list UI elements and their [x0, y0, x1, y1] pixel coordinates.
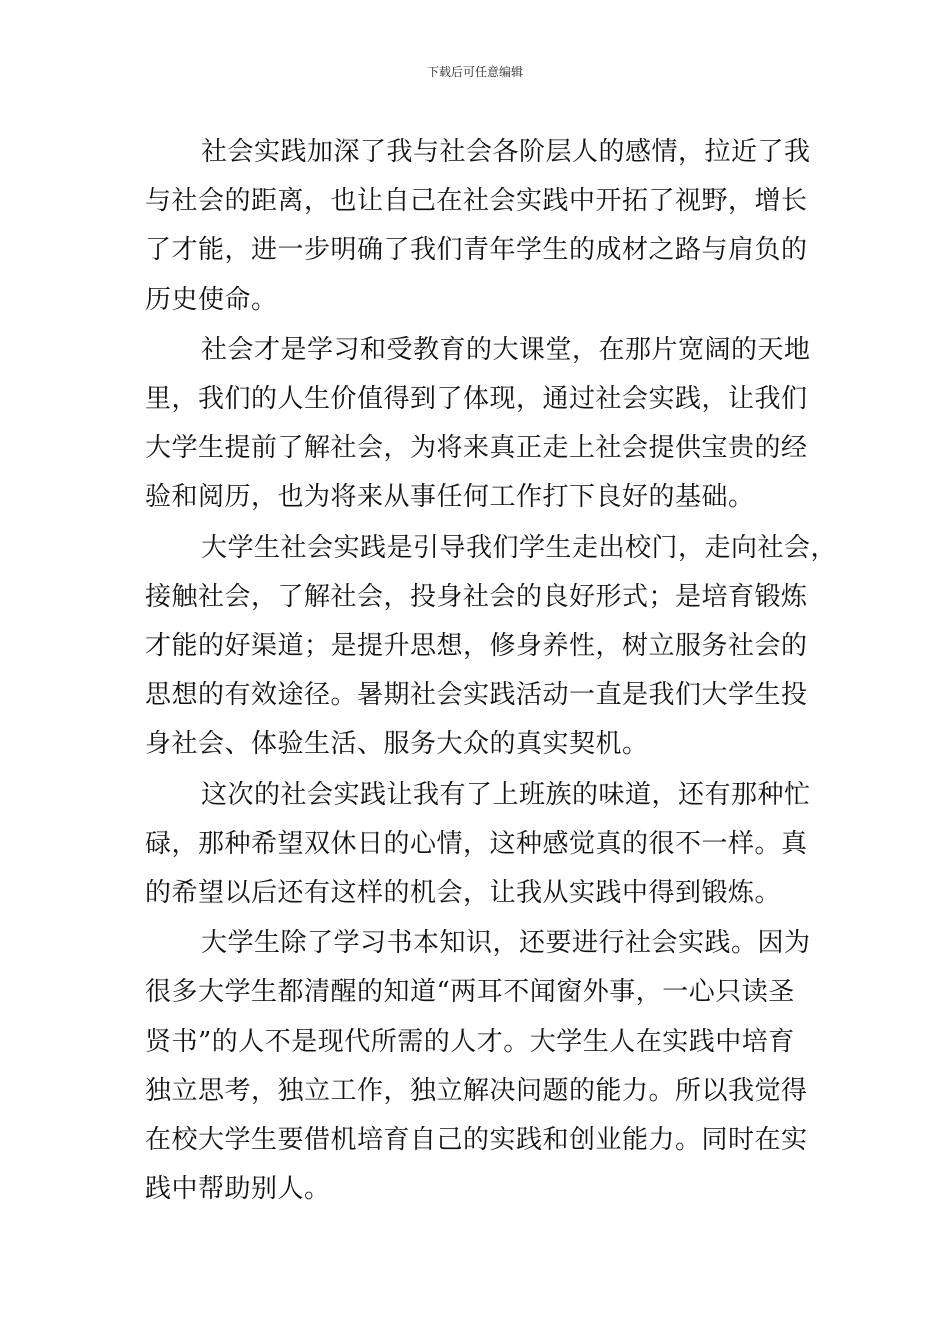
paragraph-line: 大学生除了学习书本知识，还要进行社会实践。因为	[201, 928, 811, 959]
paragraph-line: 与社会的距离，也让自己在社会实践中开拓了视野，增长	[145, 186, 808, 217]
paragraph-line: 历史使命。	[145, 284, 278, 315]
paragraph-2	[145, 326, 821, 523]
paragraph-line: 很多大学生都清醒的知道“两耳不闻窗外事，一心只读圣	[145, 977, 795, 1008]
paragraph-line: 在校大学生要借机培育自己的实践和创业能力。同时在实	[145, 1125, 808, 1156]
paragraph-line: 大学生提前了解社会，为将来真正走上社会提供宝贵的经	[145, 433, 808, 464]
paragraph-line: 的希望以后还有这样的机会，让我从实践中得到锻炼。	[145, 878, 782, 909]
paragraph-line: 接触社会，了解社会，投身社会的良好形式；是培育锻炼	[145, 581, 808, 612]
paragraph-line: 大学生社会实践是引导我们学生走出校门，走向社会，	[201, 532, 838, 563]
paragraph-line: 验和阅历，也为将来从事任何工作打下良好的基础。	[145, 482, 755, 513]
paragraph-4	[145, 771, 821, 919]
paragraph-line: 社会才是学习和受教育的大课堂，在那片宽阔的天地	[201, 334, 811, 365]
paragraph-line: 才能的好渠道；是提升思想，修身养性，树立服务社会的	[145, 631, 808, 662]
paragraph-line: 独立思考，独立工作，独立解决问题的能力。所以我觉得	[145, 1075, 808, 1106]
paragraph-line: 里，我们的人生价值得到了体现，通过社会实践，让我们	[145, 384, 808, 415]
paragraph-line: 践中帮助别人。	[145, 1174, 331, 1205]
paragraph-line: 碌，那种希望双休日的心情，这种感觉真的很不一样。真	[145, 828, 808, 859]
paragraph-line: 了才能，进一步明确了我们青年学生的成材之路与肩负的	[145, 235, 808, 266]
paragraph-line: 这次的社会实践让我有了上班族的味道，还有那种忙	[201, 779, 811, 810]
paragraph-line: 贤书”的人不是现代所需的人才。大学生人在实践中培育	[145, 1026, 795, 1057]
paragraph-1	[145, 128, 821, 325]
paragraph-3	[145, 524, 838, 770]
paragraph-line: 身社会、体验生活、服务大众的真实契机。	[145, 729, 649, 760]
document-body	[145, 128, 838, 1215]
page-header: 下载后可任意编辑	[426, 65, 523, 79]
paragraph-line: 思想的有效途径。暑期社会实践活动一直是我们大学生投	[145, 680, 808, 711]
paragraph-line: 社会实践加深了我与社会各阶层人的感情，拉近了我	[201, 137, 811, 167]
paragraph-5	[145, 919, 821, 1214]
